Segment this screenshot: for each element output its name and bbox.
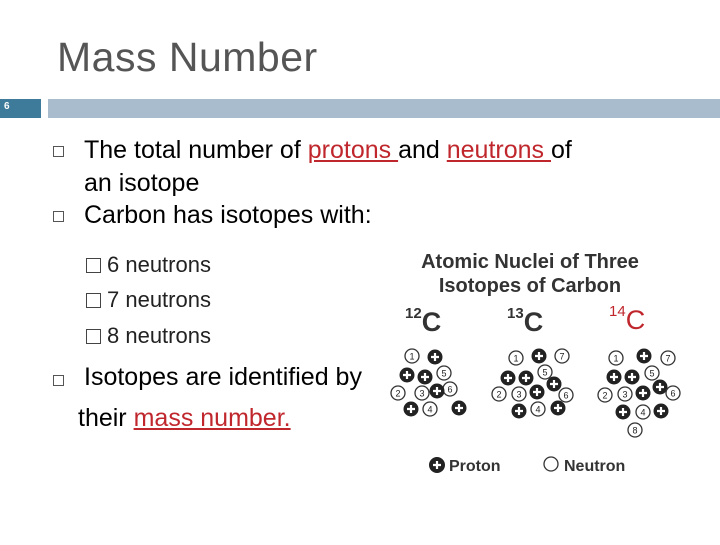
neutron	[443, 382, 457, 396]
svg-text:1: 1	[613, 353, 619, 364]
proton	[519, 371, 534, 386]
nuclei-diagram	[385, 345, 685, 545]
neutron	[636, 405, 650, 419]
svg-text:3: 3	[419, 388, 425, 399]
svg-text:6: 6	[670, 388, 676, 399]
neutron	[437, 366, 451, 380]
proton	[404, 402, 419, 417]
legend-proton-label: Proton	[449, 458, 501, 475]
svg-text:7: 7	[559, 351, 565, 362]
neutron	[405, 349, 419, 363]
figure-title-line2: Isotopes of Carbon	[438, 275, 622, 297]
sub-bullet-label: 7 neutrons	[107, 287, 211, 312]
nucleus-13c	[492, 349, 573, 419]
proton	[637, 349, 652, 364]
protons-link: protons	[307, 136, 399, 164]
nucleus-12c	[391, 349, 467, 417]
isotope-label-12c	[405, 307, 441, 338]
proton	[625, 370, 640, 385]
svg-text:1: 1	[409, 351, 415, 362]
neutron	[661, 351, 675, 365]
slide-title: Mass Number	[57, 34, 318, 80]
proton	[418, 370, 433, 385]
neutron	[512, 387, 526, 401]
bullet-marker	[53, 211, 64, 222]
isotope-figure	[385, 247, 685, 487]
neutron	[609, 351, 623, 365]
sub-bullet-label: 6 neutrons	[107, 252, 211, 277]
svg-text:4: 4	[535, 404, 541, 415]
neutron	[415, 386, 429, 400]
bullet-marker	[53, 146, 64, 157]
svg-text:6: 6	[447, 384, 453, 395]
svg-text:5: 5	[649, 368, 655, 379]
proton	[616, 405, 631, 420]
svg-text:7: 7	[665, 353, 671, 364]
neutron	[598, 388, 612, 402]
text-segment: of	[551, 136, 572, 164]
legend	[429, 457, 625, 475]
proton	[428, 350, 443, 365]
svg-text:2: 2	[602, 390, 608, 401]
mass-number-link: mass number.	[133, 404, 291, 432]
proton	[532, 349, 547, 364]
sub-bullet-label: 8 neutrons	[107, 323, 211, 348]
bullet-text-definition-line2: an isotope	[84, 169, 200, 197]
isotope-label-13c	[507, 307, 543, 338]
sub-bullet	[86, 252, 211, 278]
text-segment: their	[78, 404, 134, 432]
proton	[530, 385, 545, 400]
svg-text:4: 4	[427, 404, 433, 415]
svg-text:3: 3	[622, 389, 628, 400]
proton	[547, 377, 562, 392]
proton	[400, 368, 415, 383]
proton	[653, 380, 668, 395]
neutron	[538, 365, 552, 379]
neutron	[531, 402, 545, 416]
mass-number: 13	[507, 305, 524, 322]
isotope-label-14c	[609, 305, 645, 336]
mass-number: 14	[609, 303, 626, 320]
element-symbol: C	[523, 307, 544, 337]
mass-number: 12	[405, 305, 422, 322]
legend-neutron-label: Neutron	[564, 458, 626, 475]
proton	[501, 371, 516, 386]
bullet-text-mass-number-line2	[78, 402, 291, 434]
neutron	[555, 349, 569, 363]
neutron	[628, 423, 642, 437]
element-symbol: C	[625, 305, 646, 335]
proton	[654, 404, 669, 419]
neutron	[423, 402, 437, 416]
neutron	[618, 387, 632, 401]
header-bar-right	[48, 99, 720, 118]
svg-text:5: 5	[441, 368, 447, 379]
proton	[636, 386, 651, 401]
proton	[452, 401, 467, 416]
svg-text:4: 4	[640, 407, 646, 418]
proton	[607, 370, 622, 385]
bullet-text-definition	[84, 134, 572, 166]
sub-bullet-marker	[86, 258, 101, 273]
element-symbol: C	[421, 307, 442, 337]
bullet-text-isotopes: Carbon has isotopes with:	[84, 201, 372, 229]
svg-text:5: 5	[542, 367, 548, 378]
nucleus-14c	[598, 349, 680, 438]
neutron	[645, 366, 659, 380]
bullet-text-mass-number: Isotopes are identified by	[84, 363, 362, 391]
neutron	[391, 386, 405, 400]
proton	[512, 404, 527, 419]
legend-proton-swatch	[429, 457, 445, 473]
bullet-marker	[53, 375, 64, 386]
figure-title-line1: Atomic Nuclei of Three	[421, 251, 639, 273]
legend-neutron-swatch	[544, 457, 558, 471]
neutrons-link: neutrons	[446, 136, 551, 164]
proton	[551, 401, 566, 416]
svg-text:1: 1	[513, 353, 519, 364]
sub-bullet-marker	[86, 293, 101, 308]
neutron	[666, 386, 680, 400]
sub-bullet	[86, 323, 211, 349]
sub-bullet	[86, 287, 211, 313]
neutron	[559, 388, 573, 402]
svg-text:3: 3	[516, 389, 522, 400]
text-segment: and	[398, 136, 447, 164]
slide-number: 6	[4, 101, 10, 112]
text-segment: The total number of	[84, 136, 308, 164]
svg-text:6: 6	[563, 390, 569, 401]
proton	[430, 384, 445, 399]
neutron	[509, 351, 523, 365]
svg-text:8: 8	[632, 425, 638, 436]
svg-text:2: 2	[496, 389, 502, 400]
sub-bullet-marker	[86, 329, 101, 344]
svg-text:2: 2	[395, 388, 401, 399]
neutron	[492, 387, 506, 401]
